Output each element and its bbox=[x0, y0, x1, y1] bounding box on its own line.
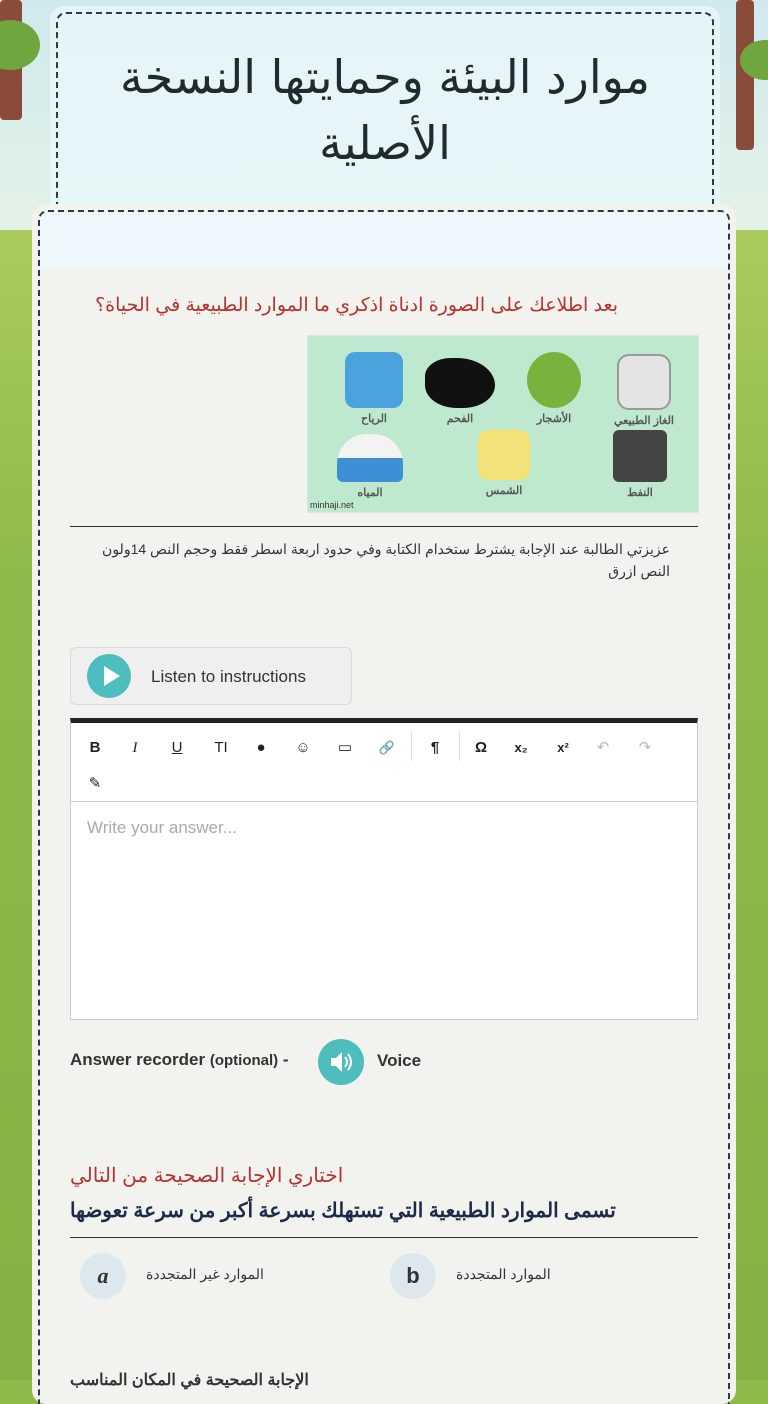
oil-item: النفط bbox=[600, 430, 680, 499]
question2-instruction: اختاري الإجابة الصحيحة من التالي bbox=[70, 1165, 344, 1187]
question3-partial: الإجابة الصحيحة في المكان المناسب bbox=[70, 1372, 309, 1389]
toolbar-separator bbox=[459, 731, 460, 761]
answer-instructions: عزيزتي الطالبة عند الإجابة يشترط ستخدام الكتابة وفي حدود اربعة اسطر فقط وحجم النص 14ولون النص ازرق bbox=[102, 541, 670, 579]
clear-formatting-icon[interactable]: ✎ bbox=[88, 775, 102, 792]
voice-record-button[interactable] bbox=[318, 1039, 364, 1085]
option-a-button[interactable]: a bbox=[80, 1253, 126, 1299]
listen-label: Listen to instructions bbox=[151, 667, 306, 686]
content-header-band bbox=[40, 212, 728, 268]
option-b-text[interactable]: الموارد المتجددة bbox=[456, 1266, 551, 1282]
image-icon[interactable]: ▭ bbox=[337, 739, 353, 756]
emoji-icon[interactable]: ☺ bbox=[295, 739, 311, 756]
tree-icon bbox=[527, 352, 581, 408]
recorder-dash: - bbox=[282, 1050, 289, 1069]
natural-gas-item: الغاز الطبيعي bbox=[604, 354, 684, 427]
answer-recorder-label bbox=[70, 1050, 289, 1070]
sun-icon bbox=[478, 430, 530, 480]
bold-button[interactable]: B bbox=[89, 739, 101, 756]
recorder-label-text: Answer recorder bbox=[70, 1050, 206, 1069]
italic-button[interactable]: I bbox=[132, 740, 138, 756]
water-item: المياه bbox=[330, 434, 410, 499]
play-icon[interactable] bbox=[87, 654, 131, 698]
text-color-icon[interactable]: ● bbox=[256, 739, 266, 756]
wind-turbine-icon bbox=[345, 352, 403, 408]
subscript-button[interactable]: x₂ bbox=[514, 740, 528, 755]
paragraph-direction-icon[interactable]: ¶ bbox=[430, 739, 440, 756]
divider bbox=[70, 526, 698, 527]
option-a-text[interactable]: الموارد غير المتجددة bbox=[146, 1266, 264, 1282]
page-title: موارد البيئة وحمايتها النسخة الأصلية bbox=[119, 50, 651, 170]
toolbar-separator bbox=[411, 731, 412, 761]
listen-to-instructions-button[interactable] bbox=[70, 647, 352, 705]
sun-item: الشمس bbox=[464, 430, 544, 497]
recorder-optional: (optional) bbox=[209, 1052, 279, 1069]
coal-item: الفحم bbox=[420, 358, 500, 425]
undo-icon[interactable]: ↶ bbox=[596, 739, 610, 756]
answer-textarea[interactable] bbox=[71, 802, 697, 1018]
text-size-button[interactable]: TI bbox=[214, 739, 228, 756]
superscript-button[interactable]: x² bbox=[557, 740, 569, 755]
wind-item: الرياح bbox=[334, 352, 414, 425]
editor-toolbar bbox=[71, 723, 697, 802]
underline-button[interactable]: U bbox=[171, 739, 183, 756]
question2-text: تسمى الموارد الطبيعية التي تستهلك بسرعة أكبر من سرعة تعوضها bbox=[70, 1200, 616, 1222]
water-icon bbox=[337, 434, 403, 482]
coal-icon bbox=[425, 358, 495, 408]
redo-icon[interactable]: ↷ bbox=[638, 739, 652, 756]
question1-prompt: بعد اطلاعك على الصورة ادناة اذكري ما الموارد الطبيعية في الحياة؟ bbox=[95, 295, 618, 316]
link-icon[interactable]: 🔗 bbox=[378, 740, 396, 755]
divider bbox=[70, 1237, 698, 1238]
option-b-button[interactable]: b bbox=[390, 1253, 436, 1299]
natural-resources-image bbox=[307, 335, 699, 513]
speaker-icon bbox=[318, 1039, 364, 1085]
special-characters-icon[interactable]: Ω bbox=[474, 739, 488, 756]
answer-editor bbox=[70, 718, 698, 1020]
title-card bbox=[50, 6, 720, 221]
oil-barrel-icon bbox=[613, 430, 667, 482]
voice-label: Voice bbox=[377, 1051, 422, 1070]
image-source: minhaji.net bbox=[310, 500, 354, 510]
trees-item: الأشجار bbox=[514, 352, 594, 425]
gas-cylinder-icon bbox=[617, 354, 671, 410]
